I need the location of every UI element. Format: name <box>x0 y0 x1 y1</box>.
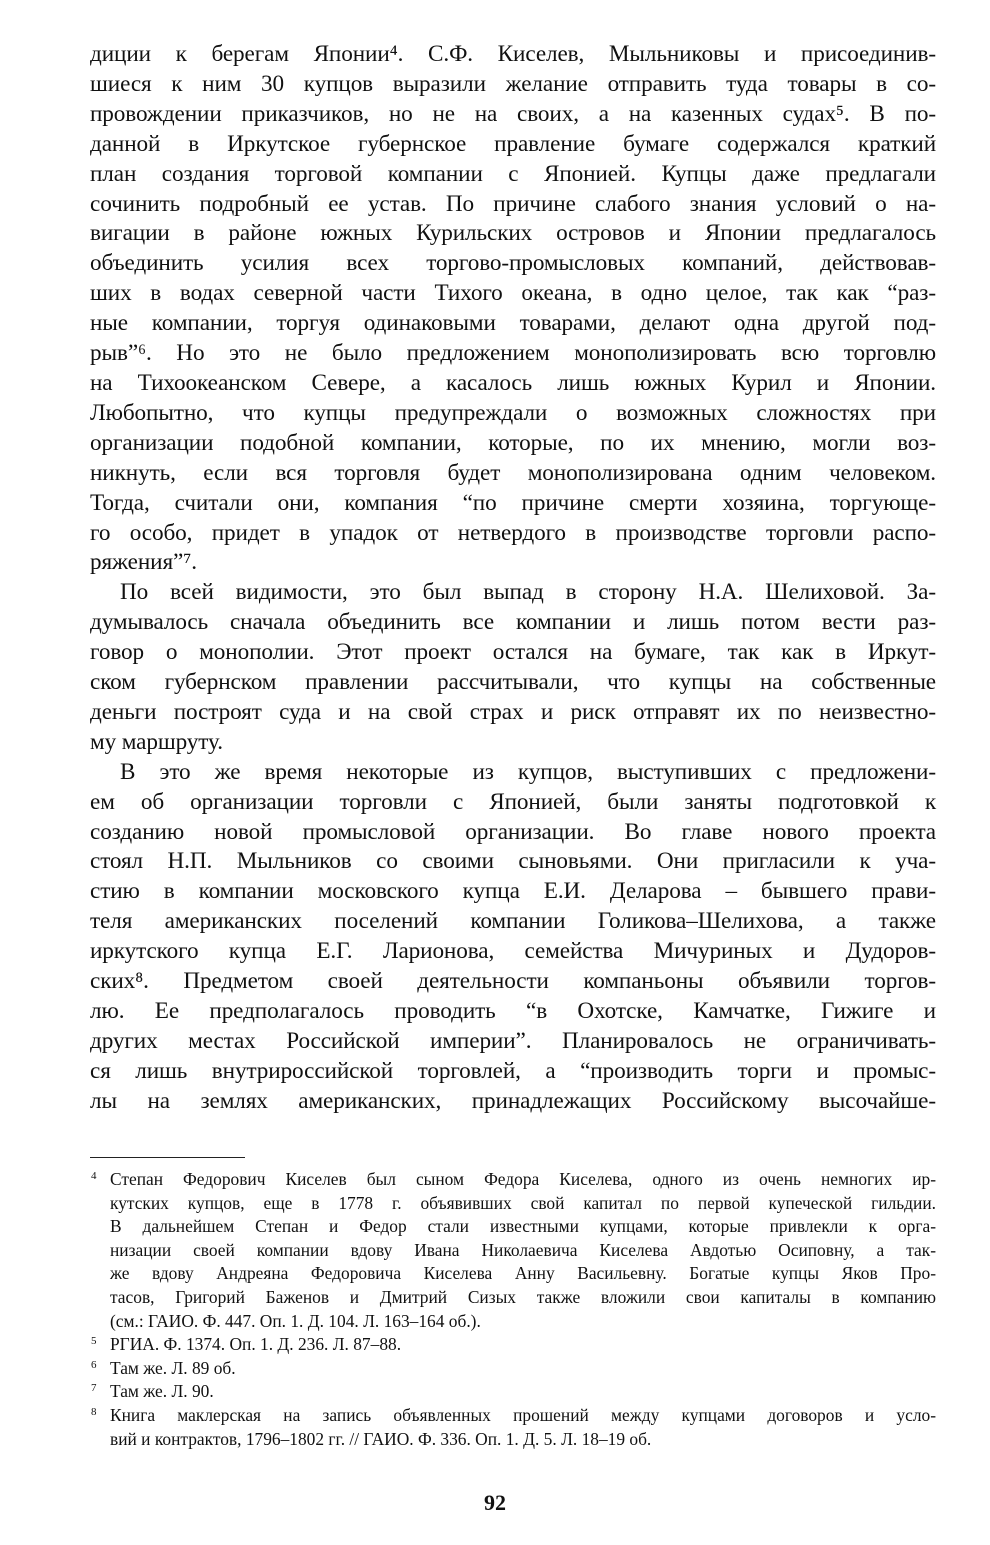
text-line: созданию новой промысловой организации. Во главе нового проекта <box>90 818 936 845</box>
text-line: вигации в районе южных Курильских островов и Японии предлагалось <box>90 220 936 247</box>
text-line: ся лишь внутрироссийской торговлей, а “производить торги и промыс- <box>90 1057 936 1084</box>
text-line: стоял Н.П. Мыльников со своими сыновьями. Они пригласили к уча- <box>90 848 936 875</box>
text-line: ряжения”⁷. <box>90 549 197 576</box>
page-body <box>90 40 936 1117</box>
footnote-line: низации своей компании вдову Ивана Николаевича Киселева Авдотью Осиповну, а так- <box>110 1239 936 1260</box>
footnote-number: 7 <box>91 1382 97 1395</box>
footnotes <box>90 1168 936 1451</box>
text-line: лю. Ее предполагалось проводить “в Охотске, Камчатке, Гижиге и <box>90 998 936 1024</box>
footnote-separator <box>90 1157 245 1158</box>
text-line: провождении приказчиков, но не на своих, а на казенных судах⁵. В по- <box>90 100 936 127</box>
text-line: стию в компании московского купца Е.И. Деларова – бывшего прави- <box>90 878 936 905</box>
text-line: объединить усилия всех торгово-промысловых компаний, действовав- <box>90 250 936 277</box>
footnote-line: Книга маклерская на запись объявленных прошений между купцами договоров и усло- <box>110 1404 936 1425</box>
footnote-line: кутских купцов, еще в 1778 г. объявивших свой капитал по первой купеческой гильдии. <box>110 1192 936 1213</box>
main-text <box>90 40 936 1117</box>
text-line: ные компании, торгуя одинаковыми товарами, делают одна другой под- <box>90 310 936 337</box>
text-line: Тогда, считали они, компания “по причине смерти хозяина, торгующе- <box>90 489 936 516</box>
text-line: ских⁸. Предметом своей деятельности компаньоны объявили торгов- <box>90 968 936 995</box>
text-line: ем об организации торговли с Японией, были заняты подготовкой к <box>90 788 936 815</box>
footnote-line: В дальнейшем Степан и Федор стали известными купцами, которые привлекли к орга- <box>110 1216 936 1237</box>
text-line: никнуть, если вся торговля будет монополизирована одним человеком. <box>90 459 936 486</box>
text-line: данной в Иркутское губернское правление бумаге содержался краткий <box>90 130 936 157</box>
footnote-8 <box>90 1404 936 1451</box>
paragraph <box>90 758 936 1117</box>
footnote-number: 4 <box>91 1170 97 1182</box>
text-line: рыв”⁶. Но это не было предложением монополизировать всю торговлю <box>90 340 936 367</box>
text-line: организации подобной компании, которые, по их мнению, могли воз- <box>90 429 936 456</box>
footnote-line: Там же. Л. 90. <box>110 1381 214 1402</box>
text-line: сочинить подробный ее устав. По причине слабого знания условий о на- <box>90 190 936 217</box>
text-line: других местах Российской империи”. Планировалось не ограничивать- <box>90 1027 936 1054</box>
text-line: ших в водах северной части Тихого океана, в одно целое, так как “раз- <box>90 280 936 307</box>
footnote-number: 5 <box>91 1335 97 1348</box>
text-line: на Тихоокеанском Севере, а касалось лишь южных Курил и Японии. <box>90 369 936 396</box>
text-line: Любопытно, что купцы предупреждали о возможных сложностях при <box>90 399 936 426</box>
footnote-7 <box>90 1380 936 1404</box>
text-line: лы на землях американских, принадлежащих Российскому высочайше- <box>90 1087 936 1114</box>
text-line: план создания торговой компании с Японией. Купцы даже предлагали <box>90 160 936 187</box>
text-line: По всей видимости, это был выпад в сторону Н.А. Шелиховой. За- <box>120 579 936 606</box>
footnote-line: же вдову Андреяна Федоровича Киселева Анну Васильевну. Богатые купцы Яков Про- <box>110 1263 936 1284</box>
text-line: шиеся к ним 30 купцов выразили желание отправить туда товары в со- <box>90 70 936 97</box>
footnote-number: 8 <box>91 1405 97 1418</box>
footnote-line: вий и контрактов, 1796–1802 гг. // ГАИО. Ф. 336. Оп. 1. Д. 5. Л. 18–19 об. <box>110 1428 652 1449</box>
paragraph <box>90 578 936 757</box>
footnote-number: 6 <box>91 1358 97 1371</box>
paragraph <box>90 40 936 578</box>
footnote-5 <box>90 1333 936 1357</box>
footnote-line: (см.: ГАИО. Ф. 447. Оп. 1. Д. 104. Л. 163–164 об.). <box>110 1310 481 1331</box>
footnote-4 <box>90 1168 936 1333</box>
text-line: иркутского купца Е.Г. Ларионова, семейства Мичуриных и Дудоров- <box>90 938 936 965</box>
footnote-6 <box>90 1357 936 1381</box>
footnote-line: Степан Федорович Киселев был сыном Федора Киселева, одного из очень немногих ир- <box>110 1169 936 1189</box>
footnote-line: тасов, Григорий Баженов и Дмитрий Сизых также вложили свои капиталы в компанию <box>110 1286 936 1307</box>
text-line: диции к берегам Японии⁴. С.Ф. Киселев, Мыльниковы и присоединив- <box>90 41 936 67</box>
footnote-line: Там же. Л. 89 об. <box>110 1357 236 1378</box>
text-line: думывалось сначала объединить все компании и лишь потом вести раз- <box>90 609 936 636</box>
footnote-line: РГИА. Ф. 1374. Оп. 1. Д. 236. Л. 87–88. <box>110 1334 402 1355</box>
text-line: В это же время некоторые из купцов, выступивших с предложени- <box>120 758 936 785</box>
text-line: деньги построят суда и на свой страх и риск отправят их по неизвестно- <box>90 698 936 725</box>
text-line: говор о монополии. Этот проект остался на бумаге, так как в Иркут- <box>90 639 936 666</box>
page-number: 92 <box>484 1490 506 1515</box>
text-line: го особо, придет в упадок от нетвердого в производстве торговли распо- <box>90 519 936 546</box>
text-line: ском губернском правлении рассчитывали, что купцы на собственные <box>90 669 936 696</box>
text-line: теля американских поселений компании Голикова–Шелихова, а также <box>90 908 936 935</box>
text-line: му маршруту. <box>90 728 223 755</box>
